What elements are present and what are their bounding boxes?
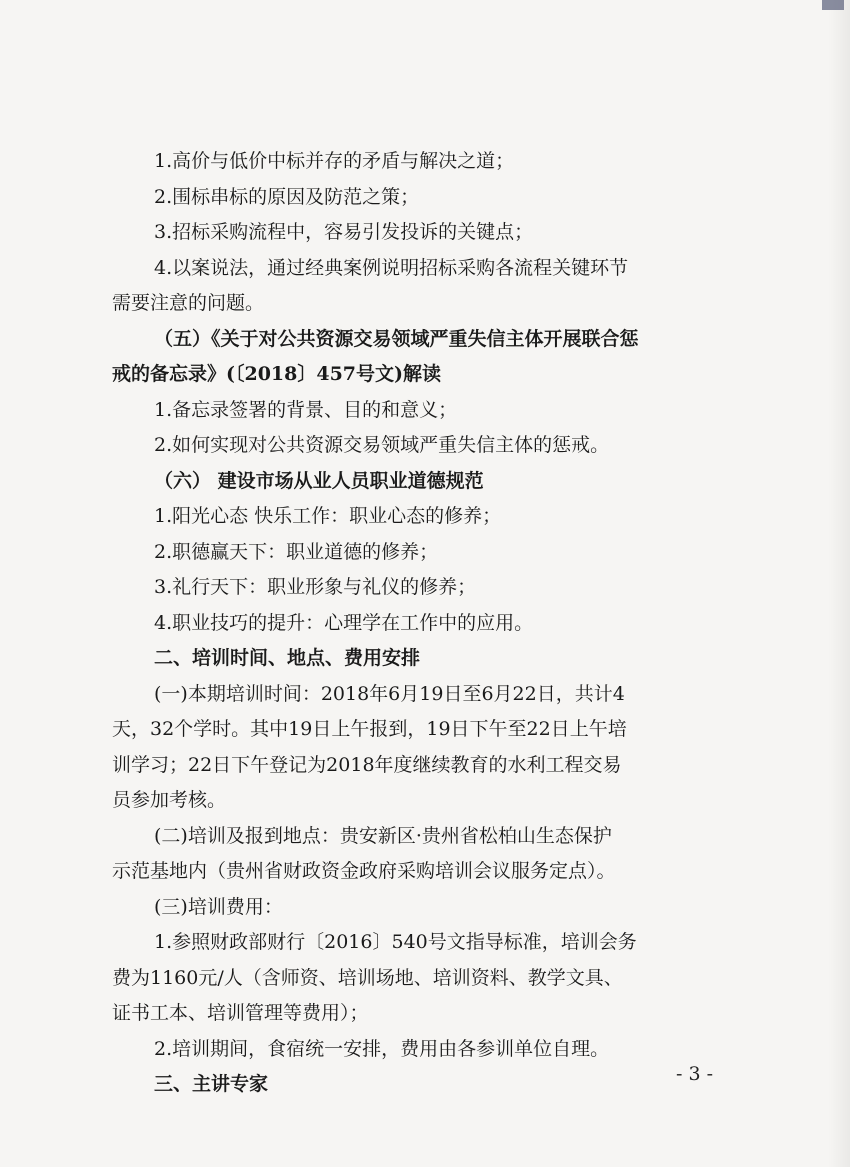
section-heading-3: 三、主讲专家 — [154, 1073, 269, 1095]
text-line-8: 1.备忘录签署的背景、目的和意义； — [154, 398, 458, 421]
text-line-12: 2.职德赢天下：职业道德的修养； — [154, 540, 439, 563]
text-line-5: 需要注意的问题。 — [112, 292, 265, 314]
text-line-21: 示范基地内（贵州省财政资金政府采购培训会议服务定点）。 — [112, 860, 616, 882]
section-heading-2: 二、培训时间、地点、费用安排 — [154, 647, 421, 669]
page-edge-shadow — [828, 0, 850, 1167]
text-line-1: 1.高价与低价中标并存的矛盾与解决之道； — [154, 150, 515, 172]
page-number: - 3 - — [676, 1063, 714, 1085]
text-line-26: 2.培训期间，食宿统一安排，费用由各参训单位自理。 — [154, 1037, 610, 1060]
text-line-16: (一)本期培训时间：2018年6月19日至6月22日，共计4 — [154, 682, 625, 705]
text-line-19: 员参加考核。 — [112, 789, 227, 811]
text-line-3: 3.招标采购流程中，容易引发投诉的关键点； — [154, 221, 534, 243]
text-line-14: 4.职业技巧的提升：心理学在工作中的应用。 — [154, 611, 534, 634]
text-line-18: 训学习；22日下午登记为2018年度继续教育的水利工程交易 — [112, 753, 622, 776]
text-line-9: 2.如何实现对公共资源交易领域严重失信主体的惩戒。 — [154, 434, 610, 456]
section-heading-6: （六） 建设市场从业人员职业道德规范 — [154, 469, 484, 492]
document-body — [112, 144, 720, 1103]
text-line-13: 3.礼行天下：职业形象与礼仪的修养； — [154, 576, 477, 598]
text-line-22: (三)培训费用： — [154, 895, 283, 918]
corner-mark — [822, 0, 844, 10]
text-line-4: 4.以案说法，通过经典案例说明招标采购各流程关键环节 — [154, 256, 629, 279]
text-line-23: 1.参照财政部财行〔2016〕540号文指导标准，培训会务 — [154, 931, 637, 953]
text-line-25: 证书工本、培训管理等费用）； — [112, 1002, 369, 1024]
text-line-17: 天，32个学时。其中19日上午报到，19日下午至22日上午培 — [112, 718, 627, 740]
section-heading-5-cont: 戒的备忘录》(〔2018〕457号文)解读 — [112, 363, 442, 385]
text-line-11: 1.阳光心态 快乐工作：职业心态的修养； — [154, 505, 502, 527]
text-line-24: 费为1160元/人（含师资、培训场地、培训资料、教学文具、 — [112, 966, 623, 989]
text-line-2: 2.围标串标的原因及防范之策； — [154, 185, 420, 208]
text-line-20: (二)培训及报到地点：贵安新区·贵州省松柏山生态保护 — [154, 824, 612, 847]
section-heading-5: （五）《关于对公共资源交易领域严重失信主体开展联合惩 — [154, 327, 639, 350]
